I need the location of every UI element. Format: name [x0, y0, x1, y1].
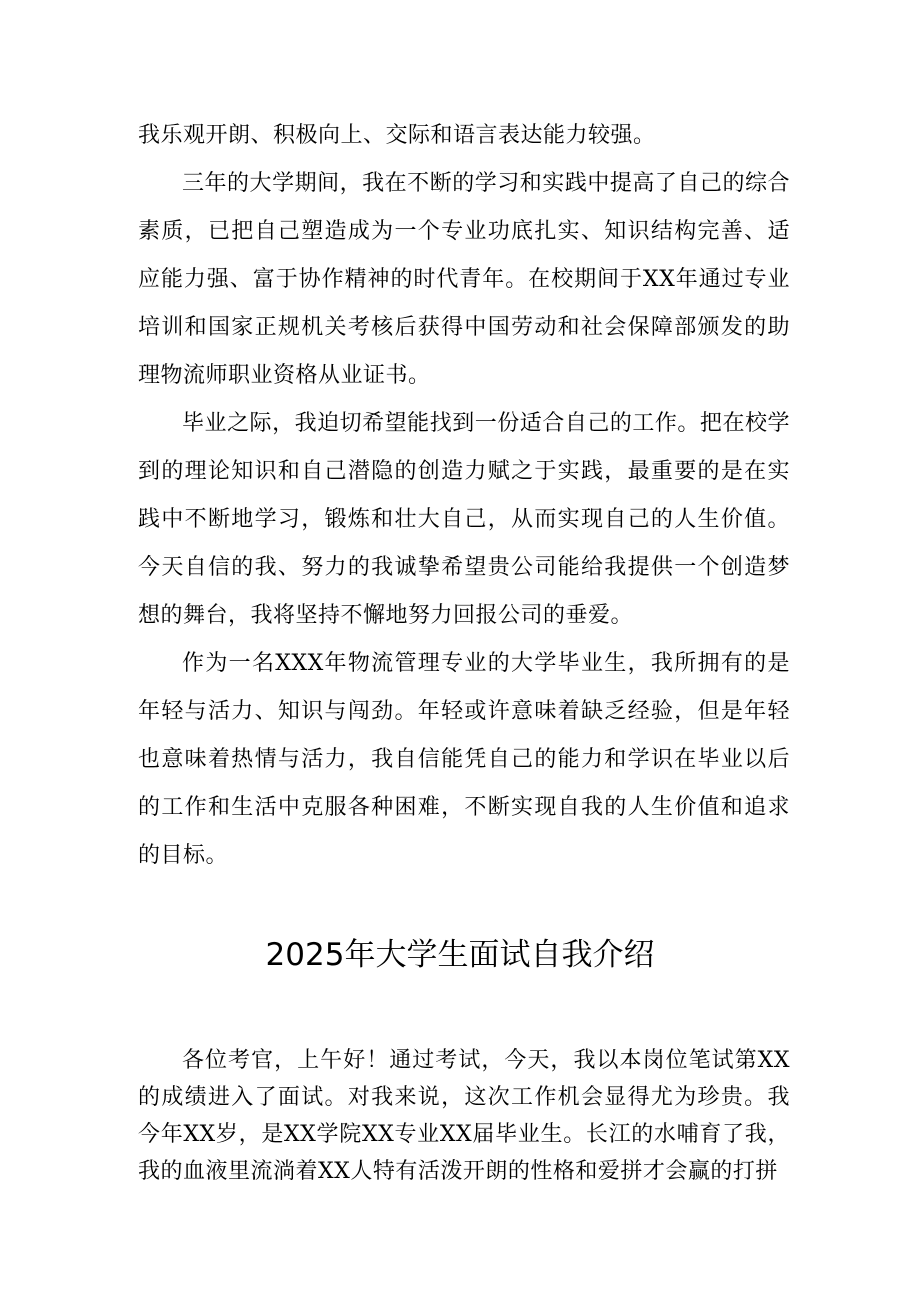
paragraph-graduation-wish: 毕业之际，我迫切希望能找到一份适合自己的工作。把在校学到的理论知识和自己潜隐的创造力赋之于实践，最重要的是在实践中不断地学习，锻炼和壮大自己，从而实现自己的人生价值。今天自信的我、努力的我诚挚希望贵公司能给我提供一个创造梦想的舞台，我将坚持不懈地努力回报公司的垂爱。	[138, 411, 790, 628]
section-title: 2025年大学生面试自我介绍	[265, 937, 655, 973]
paragraph-university-years: 三年的大学期间，我在不断的学习和实践中提高了自己的综合素质，已把自己塑造成为一个专业功底扎实、知识结构完善、适应能力强、富于协作精神的时代青年。在校期间于XX年通过专业培训和国家正规机关考核后获得中国劳动和社会保障部颁发的助理物流师职业资格从业证书。	[138, 171, 790, 388]
paragraph-youth-and-energy: 作为一名XXX年物流管理专业的大学毕业生，我所拥有的是年轻与活力、知识与闯劲。年轻或许意味着缺乏经验，但是年轻也意味着热情与活力，我自信能凭自己的能力和学识在毕业以后的工作和生活中克服各种困难，不断实现自我的人生价值和追求的目标。	[138, 651, 790, 868]
body-text-section	[138, 112, 790, 880]
intro-text-section	[138, 1042, 790, 1190]
paragraph-continuation: 我乐观开朗、积极向上、交际和语言表达能力较强。	[138, 123, 656, 148]
paragraph-interview-greeting: 各位考官，上午好！通过考试，今天，我以本岗位笔试第XX的成绩进入了面试。对我来说，这次工作机会显得尤为珍贵。我今年XX岁，是XX学院XX专业XX届毕业生。长江的水哺育了我，我的血液里流淌着XX人特有活泼开朗的性格和爱拼才会赢的打拼	[138, 1048, 790, 1184]
